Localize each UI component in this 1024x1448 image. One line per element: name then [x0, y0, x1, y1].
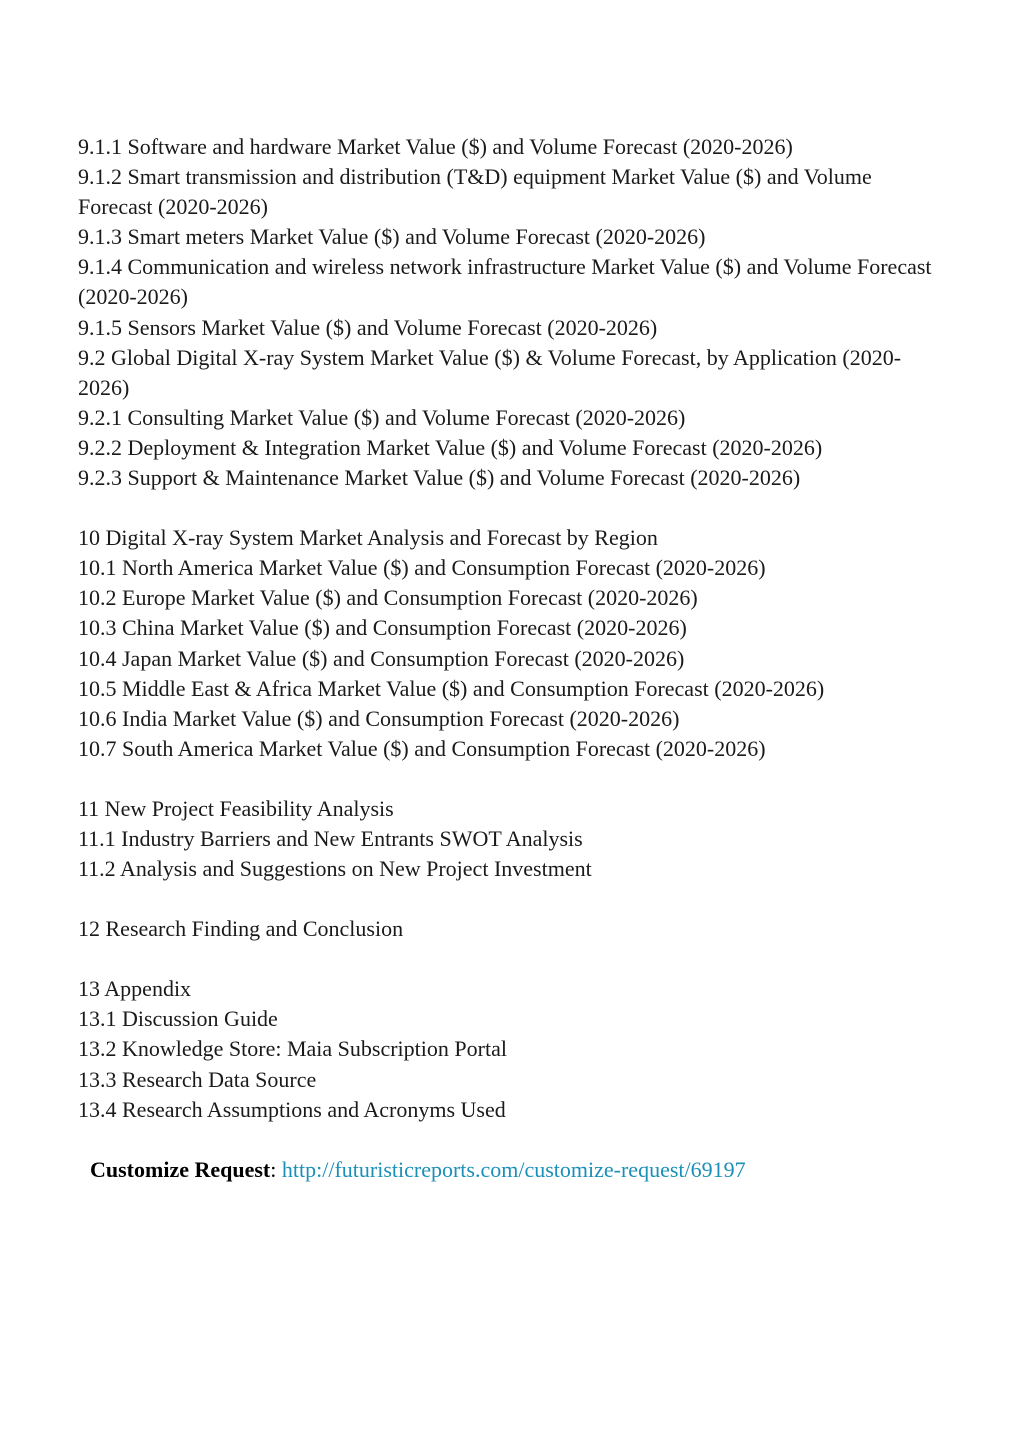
toc-entry: 10.1 North America Market Value ($) and Consumption Forecast (2020-2026) — [78, 555, 766, 581]
toc-section-10 — [78, 523, 948, 764]
customize-request-line — [90, 1155, 948, 1185]
toc-heading: 12 Research Finding and Conclusion — [78, 916, 404, 942]
toc-entry: 11.2 Analysis and Suggestions on New Project Investment — [78, 856, 592, 882]
toc-entry: 9.1.1 Software and hardware Market Value ($) and Volume Forecast (2020-2026) — [78, 134, 793, 159]
toc-entry: 11.1 Industry Barriers and New Entrants SWOT Analysis — [78, 825, 583, 851]
toc-entry: 10.4 Japan Market Value ($) and Consumption Forecast (2020-2026) — [78, 645, 685, 671]
customize-request-label: Customize Request — [90, 1156, 271, 1182]
toc-entry: 9.2 Global Digital X-ray System Market Value ($) & Volume Forecast, by Application (2020-2026) — [78, 344, 902, 400]
toc-heading: 13 Appendix — [78, 976, 192, 1002]
toc-entry: 9.1.3 Smart meters Market Value ($) and Volume Forecast (2020-2026) — [78, 224, 706, 250]
toc-heading: 10 Digital X-ray System Market Analysis and Forecast by Region — [78, 525, 658, 551]
toc-section-11 — [78, 794, 948, 884]
toc-section-12 — [78, 914, 948, 944]
toc-entry: 13.3 Research Data Source — [78, 1066, 317, 1092]
toc-entry: 9.1.4 Communication and wireless network infrastructure Market Value ($) and Volume Forecast (2020-2026) — [78, 254, 932, 310]
toc-entry: 9.2.3 Support & Maintenance Market Value ($) and Volume Forecast (2020-2026) — [78, 465, 801, 491]
toc-section-9 — [78, 132, 948, 493]
toc-entry: 9.1.5 Sensors Market Value ($) and Volume Forecast (2020-2026) — [78, 314, 658, 340]
toc-section-13 — [78, 974, 948, 1124]
toc-entry: 10.7 South America Market Value ($) and Consumption Forecast (2020-2026) — [78, 735, 766, 761]
customize-request-link[interactable]: http://futuristicreports.com/customize-request/69197 — [281, 1156, 746, 1182]
toc-entry: 13.2 Knowledge Store: Maia Subscription Portal — [78, 1036, 507, 1062]
toc-entry: 10.6 India Market Value ($) and Consumption Forecast (2020-2026) — [78, 705, 680, 731]
toc-entry: 9.2.2 Deployment & Integration Market Value ($) and Volume Forecast (2020-2026) — [78, 434, 823, 460]
toc-entry: 10.2 Europe Market Value ($) and Consumption Forecast (2020-2026) — [78, 585, 698, 611]
toc-entry: 10.5 Middle East & Africa Market Value ($) and Consumption Forecast (2020-2026) — [78, 675, 825, 701]
customize-request-separator: : — [270, 1156, 282, 1182]
toc-entry: 9.1.2 Smart transmission and distribution (T&D) equipment Market Value ($) and Volume Forecast (2020-2026) — [78, 164, 872, 220]
toc-entry: 10.3 China Market Value ($) and Consumption Forecast (2020-2026) — [78, 615, 687, 641]
document-page — [78, 132, 948, 1185]
toc-entry: 13.1 Discussion Guide — [78, 1006, 278, 1032]
toc-heading: 11 New Project Feasibility Analysis — [78, 795, 394, 821]
toc-entry: 9.2.1 Consulting Market Value ($) and Volume Forecast (2020-2026) — [78, 404, 686, 430]
toc-entry: 13.4 Research Assumptions and Acronyms Used — [78, 1096, 506, 1122]
